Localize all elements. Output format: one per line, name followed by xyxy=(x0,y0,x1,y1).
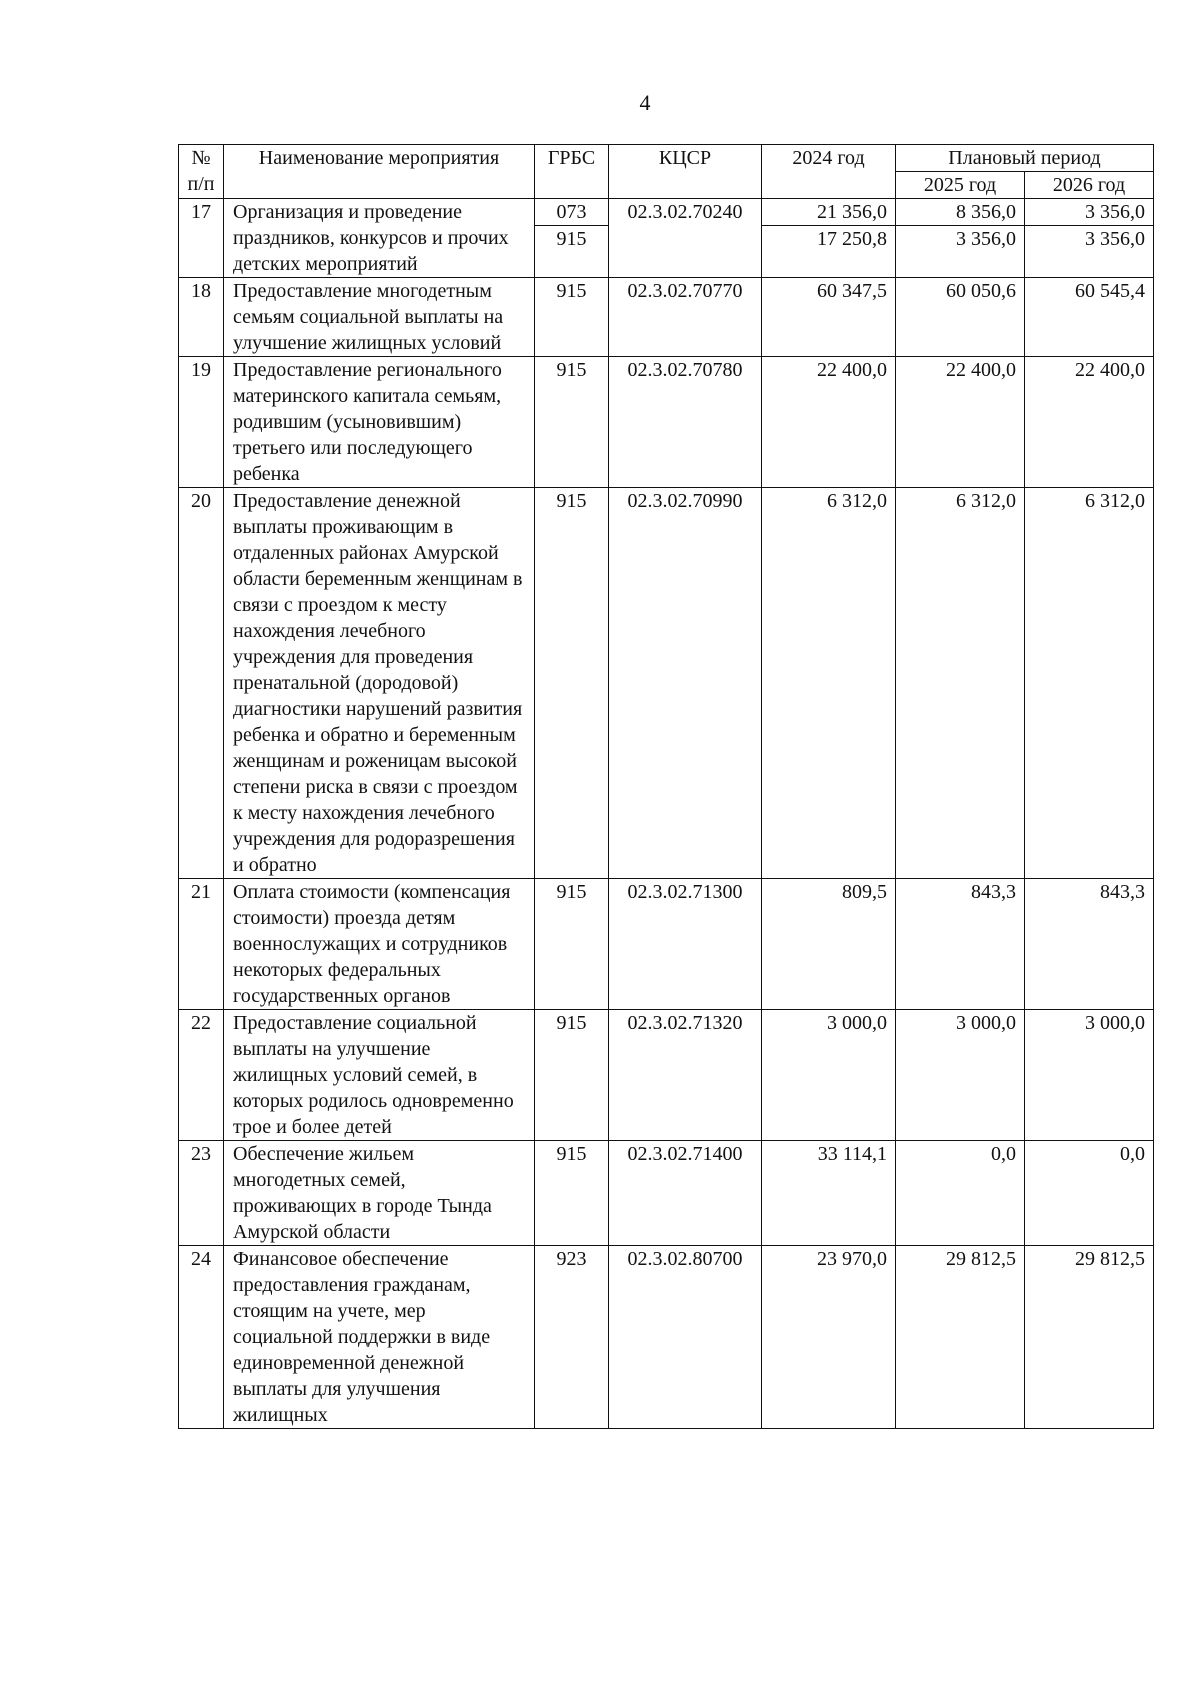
row-number: 23 xyxy=(179,1141,224,1246)
kcsr-code: 02.3.02.80700 xyxy=(609,1246,762,1429)
activity-name: Финансовое обеспечение предоставления гражданам, стоящим на учете, мер социальной поддержки в виде единовременной денежной выплаты для улучшения жилищных xyxy=(224,1246,535,1429)
amount-2025: 3 000,0 xyxy=(896,1010,1025,1141)
amount-2025-value: 3 356,0 xyxy=(896,225,1024,252)
header-grbs: ГРБС xyxy=(535,145,609,199)
row-number: 24 xyxy=(179,1246,224,1429)
kcsr-code: 02.3.02.70990 xyxy=(609,488,762,879)
budget-table xyxy=(178,144,1154,1429)
amount-2026: 29 812,5 xyxy=(1025,1246,1154,1429)
amount-2025: 22 400,0 xyxy=(896,357,1025,488)
header-name: Наименование мероприятия xyxy=(224,145,535,199)
grbs-code: 915 xyxy=(535,1141,609,1246)
header-2026: 2026 год xyxy=(1025,172,1154,199)
amount-2026: 843,3 xyxy=(1025,879,1154,1010)
amount-2026-value: 3 356,0 xyxy=(1085,201,1146,223)
kcsr-code: 02.3.02.70780 xyxy=(609,357,762,488)
grbs-code: 915 xyxy=(535,357,609,488)
table-row xyxy=(179,1141,1154,1246)
table-row xyxy=(179,1010,1154,1141)
header-num: № п/п xyxy=(179,145,224,199)
grbs-code: 923 xyxy=(535,1246,609,1429)
amount-2025-value: 8 356,0 xyxy=(956,201,1016,223)
table-row xyxy=(179,199,1154,278)
kcsr-code: 02.3.02.71300 xyxy=(609,879,762,1010)
grbs-code-value: 073 xyxy=(556,201,587,223)
amount-2024: 6 312,0 xyxy=(762,488,896,879)
amount-2025: 29 812,5 xyxy=(896,1246,1025,1429)
header-planned-period: Плановый период xyxy=(896,145,1154,172)
kcsr-code: 02.3.02.70240 xyxy=(609,199,762,278)
grbs-code: 915 xyxy=(535,879,609,1010)
header-kcsr: КЦСР xyxy=(609,145,762,199)
amount-2024 xyxy=(762,199,896,278)
amount-2026-value: 3 356,0 xyxy=(1025,225,1153,252)
amount-2026: 0,0 xyxy=(1025,1141,1154,1246)
grbs-code: 915 xyxy=(535,1010,609,1141)
amount-2024: 22 400,0 xyxy=(762,357,896,488)
activity-name: Организация и проведение праздников, конкурсов и прочих детских мероприятий xyxy=(224,199,535,278)
amount-2025: 6 312,0 xyxy=(896,488,1025,879)
amount-2024: 809,5 xyxy=(762,879,896,1010)
activity-name: Предоставление денежной выплаты проживающим в отдаленных районах Амурской области беременным женщинам в связи с проездом к месту нахождения лечебного учреждения для проведения пренатальной (дородовой) диагностики нарушений развития ребенка и обратно и беременным женщинам и роженицам высокой степени риска в связи с проездом к месту нахождения лечебного учреждения для родоразрешения и обратно xyxy=(224,488,535,879)
activity-name: Обеспечение жильем многодетных семей, проживающих в городе Тында Амурской области xyxy=(224,1141,535,1246)
amount-2024: 33 114,1 xyxy=(762,1141,896,1246)
grbs-code: 915 xyxy=(535,278,609,357)
grbs-code xyxy=(535,199,609,278)
amount-2026 xyxy=(1025,199,1154,278)
amount-2024-value: 21 356,0 xyxy=(817,201,887,223)
row-number: 18 xyxy=(179,278,224,357)
amount-2025: 0,0 xyxy=(896,1141,1025,1246)
activity-name: Предоставление регионального материнского капитала семьям, родившим (усыновившим) третьего или последующего ребенка xyxy=(224,357,535,488)
grbs-code-value: 915 xyxy=(535,225,608,252)
kcsr-code: 02.3.02.71320 xyxy=(609,1010,762,1141)
amount-2024-value: 17 250,8 xyxy=(762,225,895,252)
amount-2025: 843,3 xyxy=(896,879,1025,1010)
activity-name: Предоставление многодетным семьям социальной выплаты на улучшение жилищных условий xyxy=(224,278,535,357)
amount-2026: 6 312,0 xyxy=(1025,488,1154,879)
amount-2026: 22 400,0 xyxy=(1025,357,1154,488)
row-number: 20 xyxy=(179,488,224,879)
table-row xyxy=(179,357,1154,488)
header-2025: 2025 год xyxy=(896,172,1025,199)
amount-2024: 60 347,5 xyxy=(762,278,896,357)
header-2024: 2024 год xyxy=(762,145,896,199)
table-row xyxy=(179,1246,1154,1429)
amount-2025 xyxy=(896,199,1025,278)
amount-2024: 23 970,0 xyxy=(762,1246,896,1429)
row-number: 21 xyxy=(179,879,224,1010)
activity-name: Предоставление социальной выплаты на улучшение жилищных условий семей, в которых родилось одновременно трое и более детей xyxy=(224,1010,535,1141)
amount-2025: 60 050,6 xyxy=(896,278,1025,357)
page-number: 4 xyxy=(639,90,651,115)
table-row xyxy=(179,879,1154,1010)
table-body xyxy=(179,199,1154,1429)
kcsr-code: 02.3.02.71400 xyxy=(609,1141,762,1246)
activity-name: Оплата стоимости (компенсация стоимости) проезда детям военнослужащих и сотрудников некоторых федеральных государственных органов xyxy=(224,879,535,1010)
row-number: 19 xyxy=(179,357,224,488)
row-number: 17 xyxy=(179,199,224,278)
table-row xyxy=(179,488,1154,879)
row-number: 22 xyxy=(179,1010,224,1141)
grbs-code: 915 xyxy=(535,488,609,879)
kcsr-code: 02.3.02.70770 xyxy=(609,278,762,357)
table-row xyxy=(179,278,1154,357)
amount-2026: 3 000,0 xyxy=(1025,1010,1154,1141)
amount-2026: 60 545,4 xyxy=(1025,278,1154,357)
amount-2024: 3 000,0 xyxy=(762,1010,896,1141)
